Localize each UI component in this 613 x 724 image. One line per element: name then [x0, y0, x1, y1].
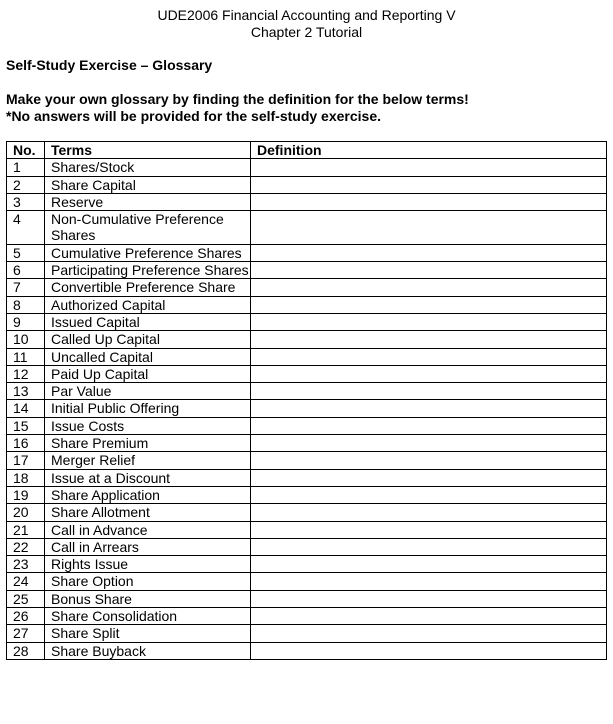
table-row — [7, 159, 607, 176]
table-row — [7, 176, 607, 193]
definition-cell[interactable] — [251, 400, 607, 417]
definition-cell[interactable] — [251, 590, 607, 607]
row-number-cell: 17 — [7, 452, 45, 469]
term-cell: Convertible Preference Share — [45, 279, 251, 296]
row-number-cell: 23 — [7, 556, 45, 573]
term-cell: Shares/Stock — [45, 159, 251, 176]
table-row — [7, 296, 607, 313]
definition-cell[interactable] — [251, 608, 607, 625]
row-number-cell: 7 — [7, 279, 45, 296]
row-number-cell: 16 — [7, 435, 45, 452]
term-cell: Uncalled Capital — [45, 348, 251, 365]
definition-cell[interactable] — [251, 642, 607, 659]
row-number-cell: 14 — [7, 400, 45, 417]
definition-cell[interactable] — [251, 211, 607, 245]
row-number-cell: 22 — [7, 538, 45, 555]
table-row — [7, 486, 607, 503]
table-row — [7, 365, 607, 382]
table-row — [7, 279, 607, 296]
table-row — [7, 262, 607, 279]
glossary-body — [7, 159, 607, 660]
table-row — [7, 452, 607, 469]
definition-cell[interactable] — [251, 244, 607, 261]
section-title: Self-Study Exercise – Glossary — [6, 57, 213, 73]
instruction-line-2: *No answers will be provided for the self-study exercise. — [6, 108, 382, 124]
definition-cell[interactable] — [251, 538, 607, 555]
row-number-cell: 3 — [7, 193, 45, 210]
row-number-cell: 13 — [7, 383, 45, 400]
row-number-cell: 26 — [7, 608, 45, 625]
definition-cell[interactable] — [251, 504, 607, 521]
table-row — [7, 538, 607, 555]
definition-cell[interactable] — [251, 279, 607, 296]
row-number-cell: 15 — [7, 417, 45, 434]
definition-cell[interactable] — [251, 521, 607, 538]
row-number-cell: 19 — [7, 486, 45, 503]
definition-cell[interactable] — [251, 365, 607, 382]
term-cell: Share Option — [45, 573, 251, 590]
term-cell: Merger Relief — [45, 452, 251, 469]
table-row — [7, 313, 607, 330]
row-number-cell: 5 — [7, 244, 45, 261]
row-number-cell: 2 — [7, 176, 45, 193]
row-number-cell: 21 — [7, 521, 45, 538]
term-cell: Issue at a Discount — [45, 469, 251, 486]
definition-cell[interactable] — [251, 193, 607, 210]
term-cell: Par Value — [45, 383, 251, 400]
term-cell: Share Premium — [45, 435, 251, 452]
definition-cell[interactable] — [251, 486, 607, 503]
table-row — [7, 590, 607, 607]
definition-cell[interactable] — [251, 573, 607, 590]
table-row — [7, 625, 607, 642]
definition-cell[interactable] — [251, 435, 607, 452]
table-row — [7, 193, 607, 210]
course-title: UDE2006 Financial Accounting and Reporting V — [157, 7, 456, 23]
term-cell: Rights Issue — [45, 556, 251, 573]
row-number-cell: 18 — [7, 469, 45, 486]
table-header-row — [7, 142, 607, 159]
column-header-definition: Definition — [251, 142, 607, 159]
row-number-cell: 10 — [7, 331, 45, 348]
term-cell: Share Split — [45, 625, 251, 642]
table-row — [7, 469, 607, 486]
definition-cell[interactable] — [251, 417, 607, 434]
term-cell: Share Allotment — [45, 504, 251, 521]
term-cell: Non-Cumulative Preference Shares — [45, 211, 251, 245]
term-cell: Share Buyback — [45, 642, 251, 659]
definition-cell[interactable] — [251, 383, 607, 400]
definition-cell[interactable] — [251, 625, 607, 642]
table-row — [7, 348, 607, 365]
term-cell: Participating Preference Shares — [45, 262, 251, 279]
term-cell: Share Application — [45, 486, 251, 503]
row-number-cell: 25 — [7, 590, 45, 607]
row-number-cell: 4 — [7, 211, 45, 245]
definition-cell[interactable] — [251, 159, 607, 176]
instruction-line-1: Make your own glossary by finding the definition for the below terms! — [6, 91, 469, 107]
term-cell: Reserve — [45, 193, 251, 210]
definition-cell[interactable] — [251, 313, 607, 330]
term-cell: Call in Arrears — [45, 538, 251, 555]
table-row — [7, 521, 607, 538]
definition-cell[interactable] — [251, 262, 607, 279]
table-row — [7, 417, 607, 434]
definition-cell[interactable] — [251, 331, 607, 348]
term-cell: Call in Advance — [45, 521, 251, 538]
table-row — [7, 400, 607, 417]
definition-cell[interactable] — [251, 176, 607, 193]
term-cell: Issue Costs — [45, 417, 251, 434]
definition-cell[interactable] — [251, 469, 607, 486]
row-number-cell: 9 — [7, 313, 45, 330]
term-cell: Share Capital — [45, 176, 251, 193]
term-cell: Bonus Share — [45, 590, 251, 607]
row-number-cell: 6 — [7, 262, 45, 279]
table-row — [7, 573, 607, 590]
glossary-table — [6, 141, 607, 660]
table-row — [7, 211, 607, 245]
row-number-cell: 8 — [7, 296, 45, 313]
row-number-cell: 12 — [7, 365, 45, 382]
term-cell: Share Consolidation — [45, 608, 251, 625]
term-cell: Cumulative Preference Shares — [45, 244, 251, 261]
term-cell: Authorized Capital — [45, 296, 251, 313]
definition-cell[interactable] — [251, 348, 607, 365]
row-number-cell: 20 — [7, 504, 45, 521]
row-number-cell: 28 — [7, 642, 45, 659]
table-row — [7, 331, 607, 348]
table-row — [7, 608, 607, 625]
chapter-subtitle: Chapter 2 Tutorial — [250, 24, 363, 40]
table-row — [7, 435, 607, 452]
definition-cell[interactable] — [251, 296, 607, 313]
row-number-cell: 27 — [7, 625, 45, 642]
column-header-terms: Terms — [45, 142, 251, 159]
definition-cell[interactable] — [251, 452, 607, 469]
term-cell: Issued Capital — [45, 313, 251, 330]
row-number-cell: 24 — [7, 573, 45, 590]
term-cell: Initial Public Offering — [45, 400, 251, 417]
row-number-cell: 11 — [7, 348, 45, 365]
column-header-no: No. — [7, 142, 45, 159]
table-row — [7, 244, 607, 261]
row-number-cell: 1 — [7, 159, 45, 176]
term-cell: Paid Up Capital — [45, 365, 251, 382]
table-row — [7, 383, 607, 400]
definition-cell[interactable] — [251, 556, 607, 573]
table-row — [7, 504, 607, 521]
table-row — [7, 556, 607, 573]
term-cell: Called Up Capital — [45, 331, 251, 348]
table-row — [7, 642, 607, 659]
